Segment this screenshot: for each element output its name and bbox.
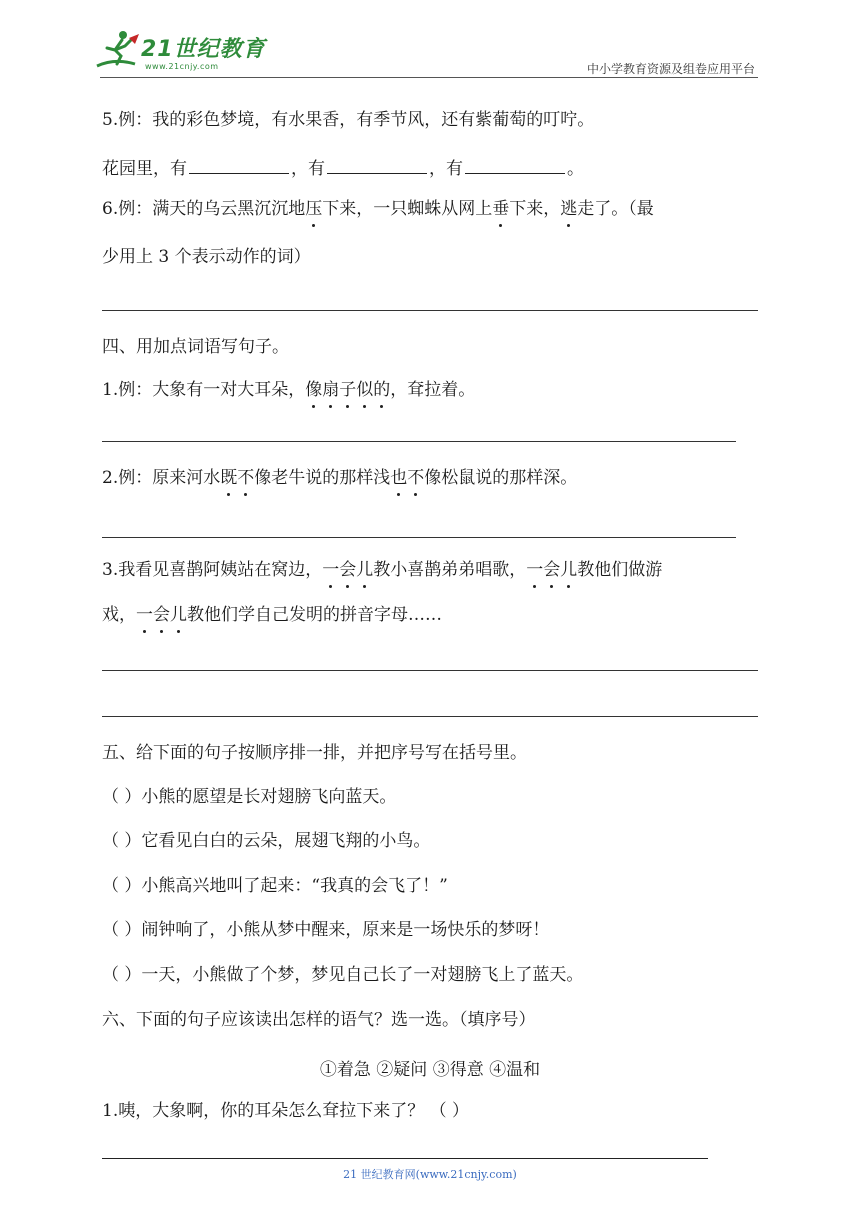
runner-logo-icon [95,28,143,72]
q6-dotted-word: 压 [305,199,323,219]
footer-text[interactable]: 21 世纪教育网(www.21cnjy.com) [343,1168,517,1181]
s6-options: ①着急 ②疑问 ③得意 ④温和 [319,1060,541,1080]
section6-title: 六、下面的句子应该读出怎样的语气？选一选。（填序号） [102,1010,536,1030]
s4-q1-dotted-char: 似 [356,380,374,400]
s6-q1: 1.咦，大象啊，你的耳朵怎么耷拉下来了？ （ ） [102,1101,470,1121]
page-header [0,0,860,80]
s4-q3-text-f: 教他们学自己发明的拼音字母…… [187,605,442,625]
s4-q1-dotted-char: 像 [305,380,323,400]
section4-title: 四、用加点词语写句子。 [102,337,289,357]
header-divider [100,77,758,78]
q6-text-e: 走了。（最 [577,199,654,219]
s4-q3-dotted-char: 儿 [170,605,187,625]
footer-divider [102,1158,708,1159]
s5-item-1: （ ）小熊的愿望是长对翅膀飞向蓝天。 [102,787,397,807]
s4-q3-dotted-char: 儿 [560,560,578,580]
q5-part4: 。 [567,159,584,179]
s4-q2-dotted-char: 不 [407,468,425,488]
q6-text-a: 6.例：满天的乌云黑沉沉地 [102,199,306,219]
s4-q2-text-a: 2.例：原来河水 [102,468,221,488]
s5-item-4: （ ）闹钟响了，小熊从梦中醒来，原来是一场快乐的梦呀！ [102,920,550,940]
q6-text-b: 下来，一只蜘蛛从网上 [322,199,493,219]
s5-item-3: （ ）小熊高兴地叫了起来：“我真的会飞了！” [102,876,448,896]
q5-part2: ，有 [291,159,325,179]
q6-dotted-word: 逃 [560,199,578,219]
q6-example [102,197,654,221]
s4-q1-dotted-char: 扇 [322,380,340,400]
s4-q3-line2 [102,603,442,627]
q6-text-c: 下来， [509,199,561,219]
q5-example: 5.例：我的彩色梦境，有水果香，有季节风，还有紫葡萄的叮咛。 [102,110,595,130]
s4-q3-answer-line-1[interactable] [102,670,758,671]
s4-q3-text-b: 教小喜鹊弟弟唱歌， [373,560,527,580]
q5-blank-3[interactable] [465,157,565,174]
q6-dotted-word: 垂 [492,199,510,219]
s4-q1-dotted-char: 子 [339,380,357,400]
logo [95,28,265,78]
s4-q2-dotted-char: 也 [390,468,408,488]
q5-blank-1[interactable] [189,157,289,174]
s4-q3-dotted-char: 儿 [356,560,374,580]
s5-item-5: （ ）一天，小熊做了个梦，梦见自己长了一对翅膀飞上了蓝天。 [102,965,584,985]
s4-q3-text-a: 3.我看见喜鹊阿姨站在窝边， [102,560,323,580]
s4-q2-text-b: 像老牛说的那样浅 [254,468,391,488]
q5-part1: 花园里，有 [102,159,187,179]
s4-q1-example [102,378,475,402]
s4-q3-dotted-char: 会 [339,560,357,580]
q6-instruction: 少用上 3 个表示动作的词） [102,247,311,267]
q5-blank-2[interactable] [327,157,427,174]
s4-q3-dotted-char: 会 [543,560,561,580]
s4-q3-text-c: 教他们做游 [577,560,663,580]
s4-q3-dotted-char: 一 [136,605,153,625]
s4-q3-dotted-char: 会 [153,605,170,625]
q5-part3: ，有 [429,159,463,179]
s4-q2-example [102,466,577,490]
s4-q2-text-c: 像松鼠说的那样深。 [424,468,578,488]
s4-q3-dotted-char: 一 [322,560,340,580]
q5-fill-line [102,157,584,181]
s4-q1-dotted-char: 的 [373,380,391,400]
logo-url: www.21cnjy.com [145,62,219,71]
s4-q2-dotted-char: 既 [220,468,238,488]
s4-q3-answer-line-2[interactable] [102,716,758,717]
s5-item-2: （ ）它看见白白的云朵，展翅飞翔的小鸟。 [102,831,431,851]
s4-q3-line1 [102,558,662,582]
section5-title: 五、给下面的句子按顺序排一排，并把序号写在括号里。 [102,743,527,763]
logo-text: 21世纪教育 [141,37,266,62]
s4-q3-text-e: 戏， [102,605,136,625]
s4-q3-dotted-char: 一 [526,560,544,580]
s4-q1-answer-line[interactable] [102,441,736,442]
header-platform-text: 中小学教育资源及组卷应用平台 [586,62,755,76]
s4-q1-text-a: 1.例：大象有一对大耳朵， [102,380,306,400]
s4-q2-dotted-char: 不 [237,468,255,488]
s4-q2-answer-line[interactable] [102,537,736,538]
q6-answer-line[interactable] [102,310,758,311]
s4-q1-text-b: ，耷拉着。 [390,380,476,400]
